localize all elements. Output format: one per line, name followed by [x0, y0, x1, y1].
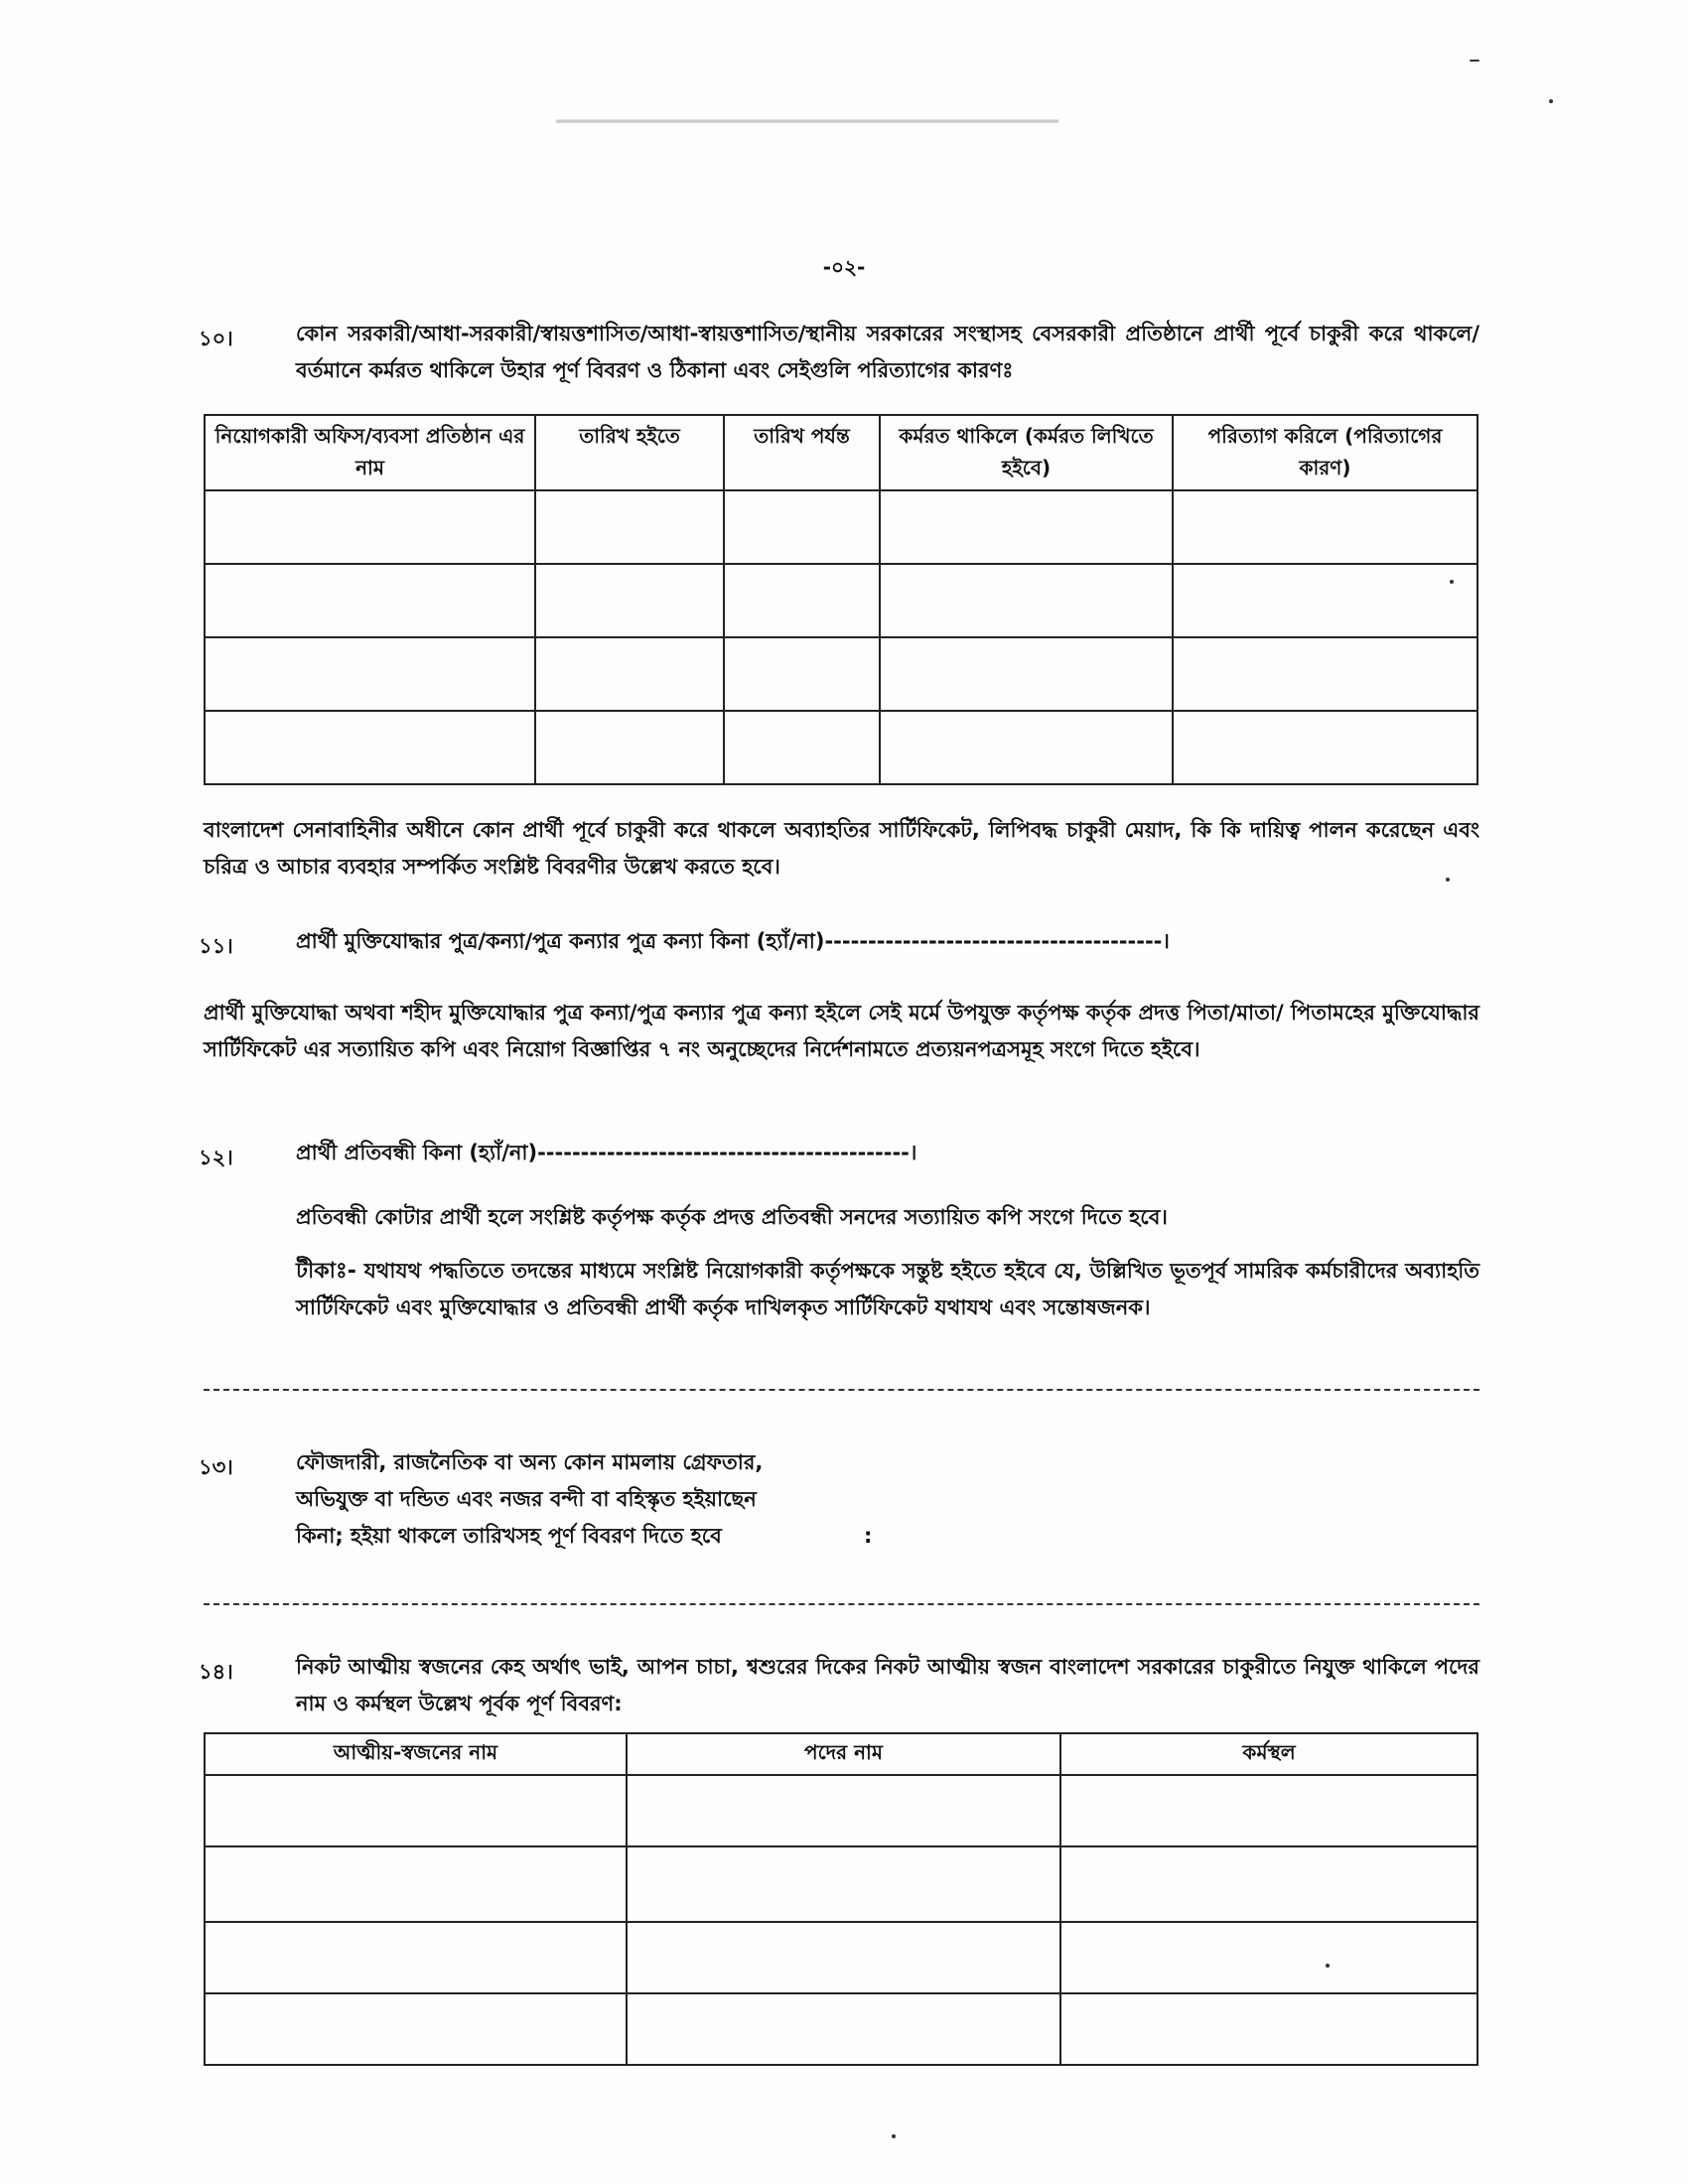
table-header: কর্মস্থল: [1060, 1733, 1477, 1775]
table-cell[interactable]: [724, 490, 880, 564]
table-cell[interactable]: [724, 711, 880, 784]
table-cell[interactable]: [627, 1993, 1060, 2065]
scan-speck: [892, 2134, 896, 2138]
relatives-text: নিকট আত্মীয় স্বজনের কেহ অর্থাৎ ভাই, আপন চাচা, শ্বশুরের দিকের নিকট আত্মীয় স্বজন বাংলাদেশ সরকারের চাকুরীতে নিযুক্ত থাকিলে পদের নাম ও কর্মস্থল উল্লেখ পূর্বক পূর্ণ বিবরণ:: [296, 1655, 1479, 1715]
section-divider: [204, 1603, 1479, 1605]
table-cell[interactable]: [1060, 1993, 1477, 2065]
table-cell[interactable]: [1173, 637, 1477, 711]
scan-speck: [1470, 60, 1479, 62]
tika-label: টীকাঃ-: [296, 1259, 356, 1284]
table-cell[interactable]: [535, 637, 724, 711]
table-cell[interactable]: [535, 564, 724, 637]
table-cell[interactable]: [1060, 1922, 1477, 1993]
table-cell[interactable]: [880, 490, 1173, 564]
relatives-table: [204, 1732, 1478, 2066]
criminal-case-question: [296, 1444, 1190, 1555]
table-row: [205, 490, 1477, 564]
table-row: [205, 637, 1477, 711]
table-header: আত্মীয়-স্বজনের নাম: [205, 1733, 627, 1775]
employment-history-table: [204, 414, 1478, 785]
table-cell[interactable]: [724, 637, 880, 711]
criminal-case-line: ফৌজদারী, রাজনৈতিক বা অন্য কোন মামলায় গ্রেফতার,: [296, 1450, 764, 1474]
table-header: পদের নাম: [627, 1733, 1060, 1775]
table-cell[interactable]: [205, 637, 535, 711]
table-header: পরিত্যাগ করিলে (পরিত্যাগের কারণ): [1173, 415, 1477, 490]
table-row: [205, 1775, 1477, 1846]
table-cell[interactable]: [1173, 564, 1477, 637]
criminal-case-line: অভিযুক্ত বা দন্ডিত এবং নজর বন্দী বা বহিস্কৃত হইয়াছেন: [296, 1487, 757, 1511]
disability-note: প্রতিবন্ধী কোটার প্রার্থী হলে সংশ্লিষ্ট কর্তৃপক্ষ কর্তৃক প্রদত্ত প্রতিবন্ধী সনদের সত্যায়িত কপি সংগে দিতে হবে।: [296, 1205, 1168, 1229]
table-cell[interactable]: [205, 490, 535, 564]
table-cell[interactable]: [205, 1922, 627, 1993]
section-14-number: ১৪।: [199, 1660, 233, 1684]
section-13-number: ১৩।: [199, 1455, 233, 1479]
table-header: কর্মরত থাকিলে (কর্মরত লিখিতে হইবে): [880, 415, 1173, 490]
section-10-text: কোন সরকারী/আধা-সরকারী/স্বায়ত্তশাসিত/আধা-স্বায়ত্তশাসিত/স্থানীয় সরকারের সংস্থাসহ বেসরকারী প্রতিষ্ঠানে প্রার্থী পূর্বে চাকুরী করে থাকলে/বর্তমানে কর্মরত থাকিলে উহার পূর্ণ বিবরণ ও ঠিকানা এবং সেইগুলি পরিত্যাগের কারণঃ: [296, 322, 1479, 382]
table-cell[interactable]: [880, 637, 1173, 711]
criminal-case-line: কিনা; হইয়া থাকলে তারিখসহ পূর্ণ বিবরণ দিতে হবে: [296, 1524, 722, 1548]
table-row: [205, 1922, 1477, 1993]
page-number: -০২-: [822, 255, 866, 279]
table-header: তারিখ হইতে: [535, 415, 724, 490]
table-cell[interactable]: [1173, 490, 1477, 564]
section-12-number: ১২।: [199, 1146, 233, 1169]
table-cell[interactable]: [1060, 1775, 1477, 1846]
table-row: [205, 564, 1477, 637]
scan-ghost: ━━━━━━━━━━━━━━━━━━━━━━━━━━━━━━━━━━━━━━━━━━: [556, 109, 1058, 133]
table-cell[interactable]: [205, 1775, 627, 1846]
table-row: [205, 711, 1477, 784]
table-header: তারিখ পর্যন্ত: [724, 415, 880, 490]
table-header: নিয়োগকারী অফিস/ব্যবসা প্রতিষ্ঠান এর নাম: [205, 415, 535, 490]
table-cell[interactable]: [535, 490, 724, 564]
disability-question: প্রার্থী প্রতিবন্ধী কিনা (হ্যাঁ/না)-------------------------------------------।: [296, 1141, 917, 1164]
army-service-note: বাংলাদেশ সেনাবাহিনীর অধীনে কোন প্রার্থী পূর্বে চাকুরী করে থাকলে অব্যাহতির সার্টিফিকেট, লিপিবদ্ধ চাকুরী মেয়াদ, কি কি দায়িত্ব পালন করেছেন এবং চরিত্র ও আচার ব্যবহার সম্পর্কিত সংশ্লিষ্ট বিবরণীর উল্লেখ করতে হবে।: [204, 818, 1479, 879]
table-cell[interactable]: [1173, 711, 1477, 784]
tika-note: [296, 1253, 1479, 1326]
table-cell[interactable]: [627, 1922, 1060, 1993]
freedom-fighter-note: প্রার্থী মুক্তিযোদ্ধা অথবা শহীদ মুক্তিযোদ্ধার পুত্র কন্যা/পুত্র কন্যার পুত্র কন্যা হইলে সেই মর্মে উপযুক্ত কর্তৃপক্ষ কর্তৃক প্রদত্ত পিতা/মাতা/ পিতামহের মুক্তিযোদ্ধার সার্টিফিকেট এর সত্যায়িত কপি এবং নিয়োগ বিজ্ঞাপ্তির ৭ নং অনুচ্ছেদের নির্দেশনামতে প্রত্যয়নপত্রসমূহ সংগে দিতে হইবে।: [204, 1001, 1479, 1061]
table-cell[interactable]: [535, 711, 724, 784]
freedom-fighter-question: প্রার্থী মুক্তিযোদ্ধার পুত্র/কন্যা/পুত্র কন্যার পুত্র কন্যা কিনা (হ্যাঁ/না)---------------------------------------।: [296, 929, 1170, 953]
table-cell[interactable]: [724, 564, 880, 637]
table-cell[interactable]: [627, 1846, 1060, 1922]
table-row: [205, 1993, 1477, 2065]
table-cell[interactable]: [205, 1993, 627, 2065]
table-cell[interactable]: [205, 711, 535, 784]
table-cell[interactable]: [205, 564, 535, 637]
section-11-number: ১১।: [199, 934, 233, 958]
section-10-number: ১০।: [199, 327, 233, 350]
table-cell[interactable]: [880, 564, 1173, 637]
answer-colon: :: [864, 1524, 873, 1548]
table-cell[interactable]: [880, 711, 1173, 784]
table-cell[interactable]: [205, 1846, 627, 1922]
tika-text: যথাযথ পদ্ধতিতে তদন্তের মাধ্যমে সংশ্লিষ্ট নিয়োগকারী কর্তৃপক্ষকে সন্তুষ্ট হইতে হইবে যে, উল্লিখিত ভূতপূর্ব সামরিক কর্মচারীদের অব্যাহতি সার্টিফিকেট এবং মুক্তিযোদ্ধার ও প্রতিবন্ধী প্রার্থী কর্তৃক দাখিলকৃত সার্টিফিকেট যথাযথ এবং সন্তোষজনক।: [296, 1259, 1480, 1319]
section-divider: [204, 1389, 1479, 1391]
table-row: [205, 1846, 1477, 1922]
table-cell[interactable]: [1060, 1846, 1477, 1922]
table-cell[interactable]: [627, 1775, 1060, 1846]
scan-speck: [1549, 99, 1553, 103]
